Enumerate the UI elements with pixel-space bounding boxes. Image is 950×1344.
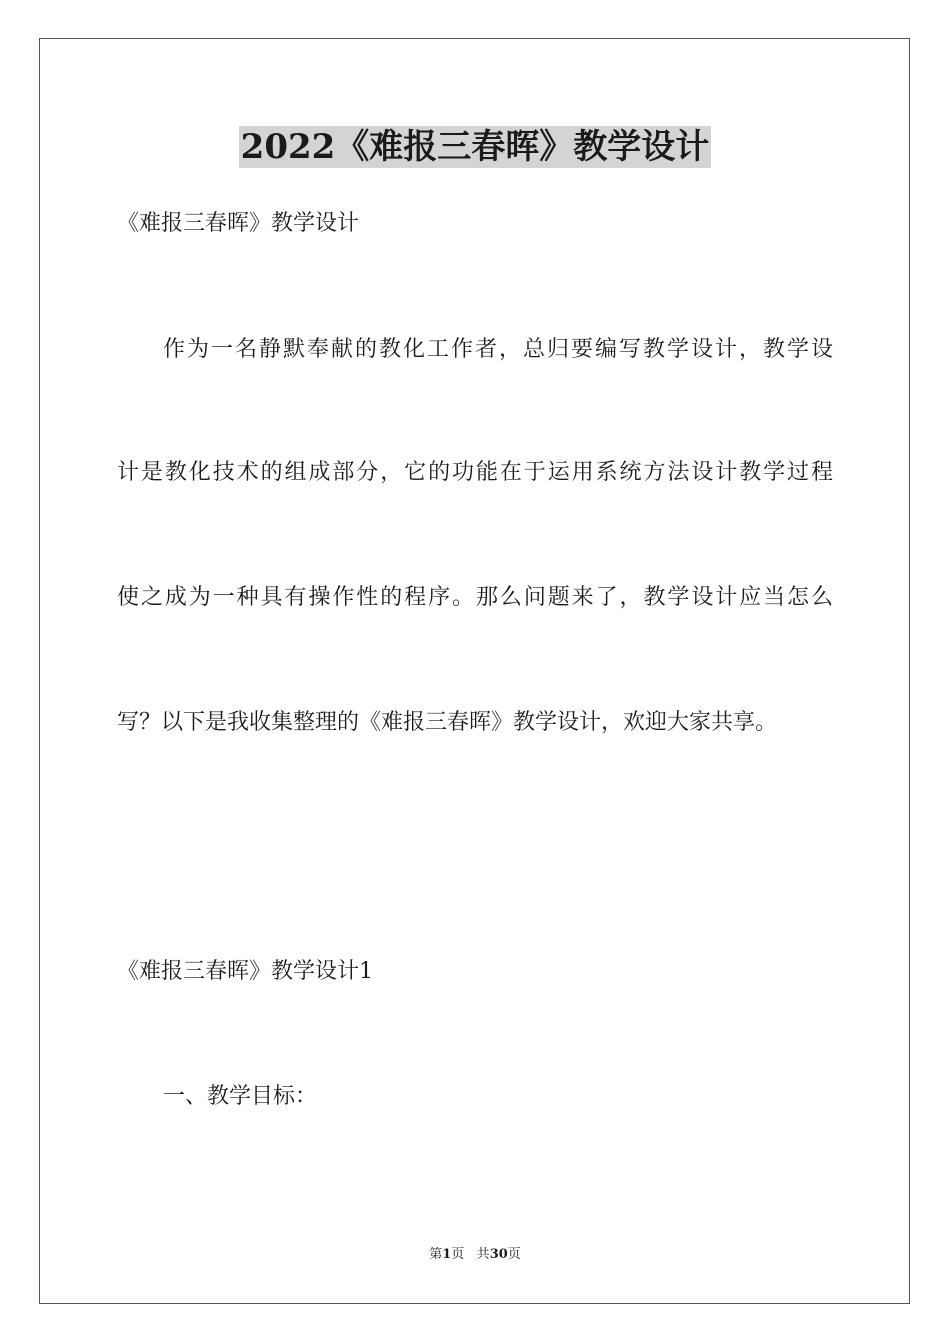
document-title: [0, 126, 950, 168]
page-footer: [0, 1246, 950, 1264]
footer-page-prefix: 第: [429, 1247, 443, 1262]
intro-line-1: 作为一名静默奉献的教化工作者，总归要编写教学设计，教学设: [163, 337, 833, 362]
section-heading: 《难报三春晖》教学设计1: [117, 959, 373, 984]
document-subtitle: 《难报三春晖》教学设计: [117, 211, 360, 236]
footer-page-current: 1: [442, 1247, 452, 1262]
intro-line-2: 计是教化技术的组成部分，它的功能在于运用系统方法设计教学过程: [117, 460, 833, 485]
footer-page-unit: 页: [451, 1247, 465, 1262]
footer-page-total: 30: [489, 1247, 508, 1262]
footer-total-prefix: 共: [476, 1247, 490, 1262]
intro-line-3: 使之成为一种具有操作性的程序。那么问题来了，教学设计应当怎么: [117, 585, 833, 610]
section-item-objectives: 一、教学目标：: [163, 1084, 318, 1109]
footer-total-unit: 页: [507, 1247, 521, 1262]
document-title-text: 2022《难报三春晖》教学设计: [240, 127, 710, 167]
intro-line-4: 写？以下是我收集整理的《难报三春晖》教学设计，欢迎大家共享。: [117, 710, 778, 735]
